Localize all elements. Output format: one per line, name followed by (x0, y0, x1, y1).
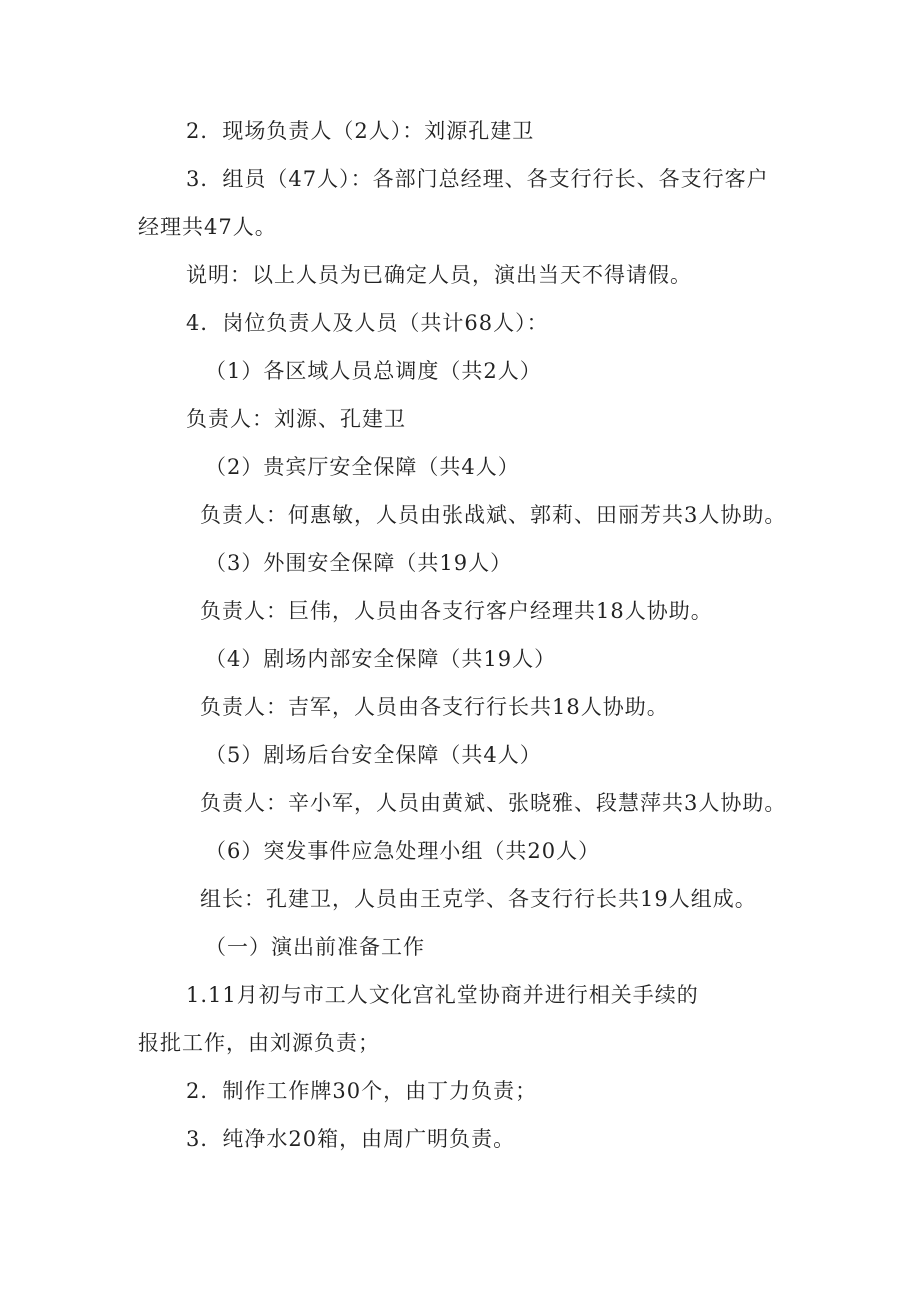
subitem-5-leader: 负责人：辛小军，人员由黄斌、张晓雅、段慧萍共3人协助。 (200, 791, 787, 815)
item-3-members-continued: 经理共47人。 (138, 215, 277, 239)
task-2: 2．制作工作牌30个，由丁力负责； (186, 1079, 538, 1103)
item-4-post-leaders: 4．岗位负责人及人员（共计68人）： (186, 311, 549, 335)
task-1: 1.11月初与市工人文化宫礼堂协商并进行相关手续的 (186, 983, 699, 1007)
subitem-4-leader: 负责人：吉军，人员由各支行行长共18人协助。 (200, 695, 669, 719)
subitem-2-leader: 负责人：何惠敏，人员由张战斌、郭莉、田丽芳共3人协助。 (200, 503, 787, 527)
subitem-6-leader: 组长：孔建卫，人员由王克学、各支行行长共19人组成。 (200, 887, 757, 911)
subitem-6-heading: （6）突发事件应急处理小组（共20人） (205, 839, 601, 863)
subitem-2-heading: （2）贵宾厅安全保障（共4人） (205, 455, 520, 479)
task-3: 3．纯净水20箱，由周广明负责。 (186, 1127, 516, 1151)
item-2-onsite-leaders: 2．现场负责人（2人）：刘源孔建卫 (186, 119, 535, 143)
item-3-members: 3．组员（47人）：各部门总经理、各支行行长、各支行客户 (186, 167, 769, 191)
task-1-continued: 报批工作，由刘源负责； (138, 1031, 380, 1055)
subitem-5-heading: （5）剧场后台安全保障（共4人） (205, 743, 542, 767)
subitem-3-leader: 负责人：巨伟，人员由各支行客户经理共18人协助。 (200, 599, 713, 623)
subitem-4-heading: （4）剧场内部安全保障（共19人） (205, 647, 557, 671)
subitem-3-heading: （3）外围安全保障（共19人） (205, 551, 513, 575)
section-pre-show-heading: （一）演出前准备工作 (205, 935, 425, 959)
note-paragraph: 说明：以上人员为已确定人员，演出当天不得请假。 (186, 263, 692, 287)
subitem-1-heading: （1）各区域人员总调度（共2人） (205, 359, 542, 383)
subitem-1-leader: 负责人：刘源、孔建卫 (186, 407, 406, 431)
